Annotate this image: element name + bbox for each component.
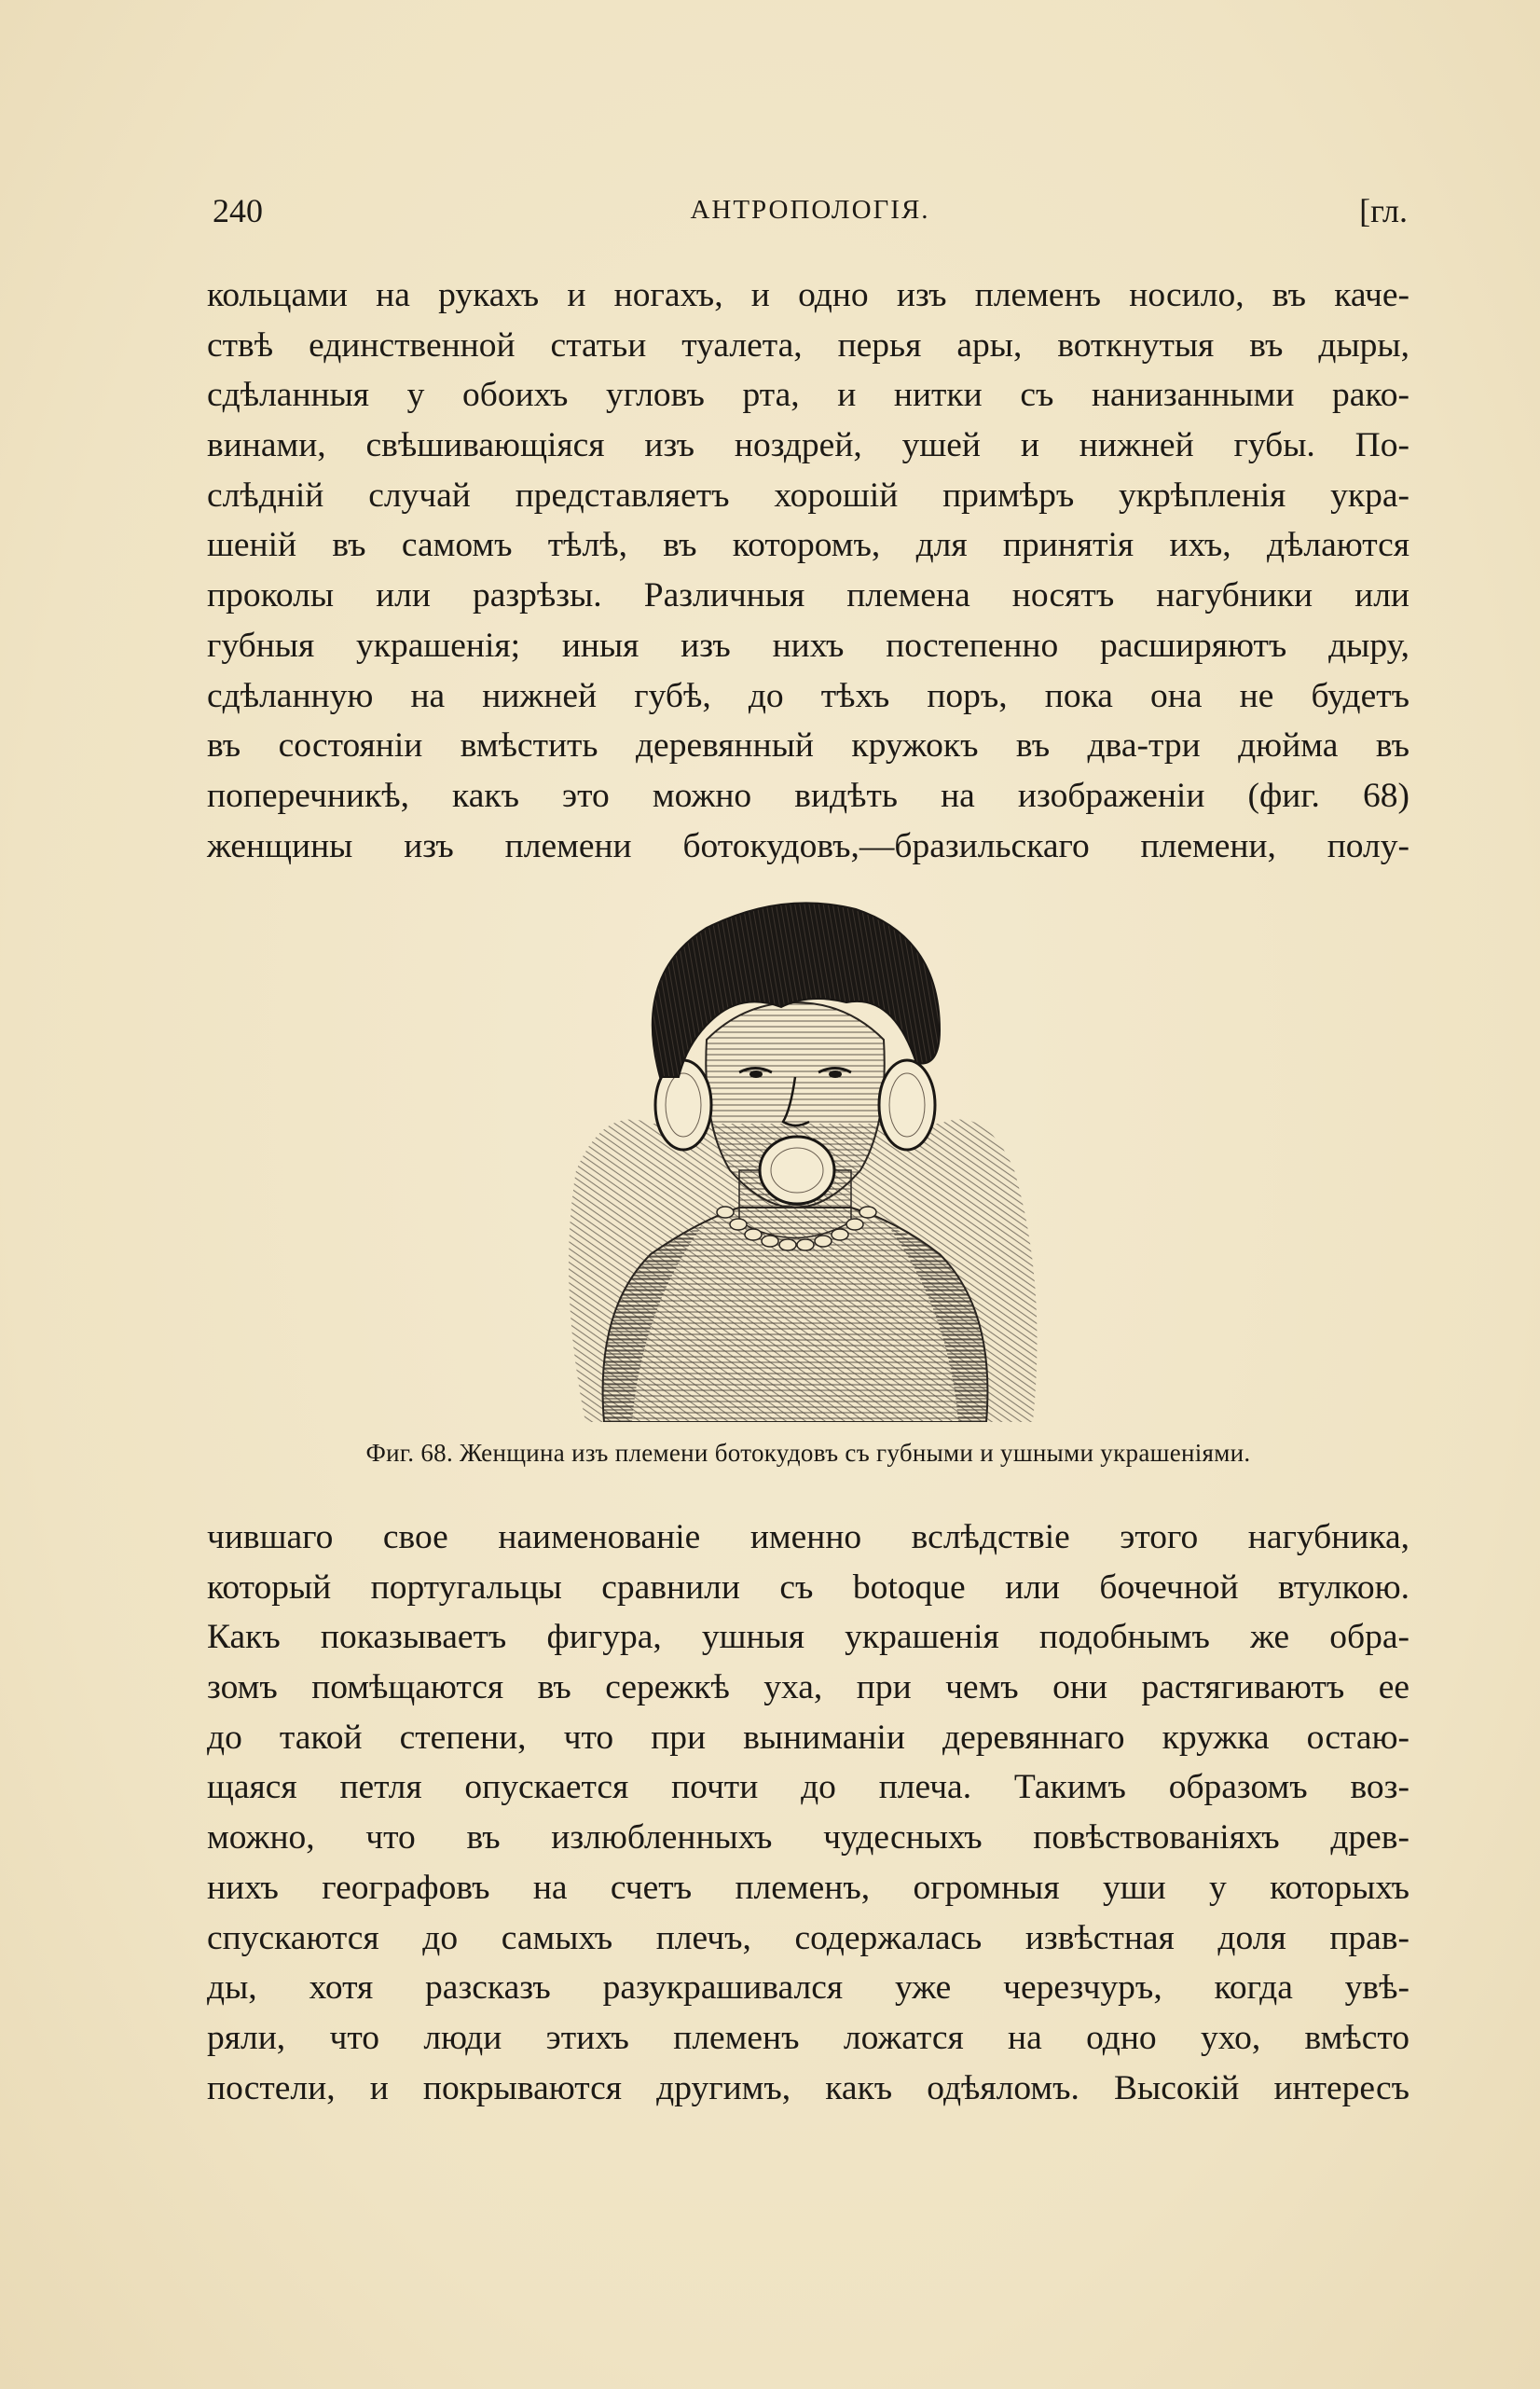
text-line: ды, хотя разсказъ разукрашивался уже черезчуръ, когда увѣ- bbox=[207, 1968, 1409, 2008]
page-number: 240 bbox=[213, 192, 263, 229]
running-title: АНТРОПОЛОГІЯ. bbox=[690, 195, 930, 225]
text-line: можно, что въ излюбленныхъ чудесныхъ повѣствованіяхъ древ- bbox=[207, 1818, 1409, 1857]
text-line: шеній въ самомъ тѣлѣ, въ которомъ, для принятія ихъ, дѣлаются bbox=[207, 526, 1409, 565]
text-line: чившаго свое наименованіе именно вслѣдствіе этого нагубника, bbox=[207, 1518, 1409, 1556]
text-line: постели, и покрываются другимъ, какъ одѣяломъ. Высокій интересъ bbox=[207, 2068, 1409, 2107]
text-line: ствѣ единственной статьи туалета, перья ары, воткнутыя въ дыры, bbox=[207, 325, 1409, 365]
text-line: кольцами на рукахъ и ногахъ, и одно изъ племенъ носило, въ каче- bbox=[207, 276, 1409, 314]
paragraph-bottom bbox=[207, 1512, 1409, 2113]
text-line: слѣднiй случай представляетъ хорошій примѣръ укрѣпленія укра- bbox=[207, 476, 1409, 515]
text-line: сдѣланныя у обоихъ угловъ рта, и нитки съ нанизанными рако- bbox=[207, 376, 1409, 415]
text-line: щаяся петля опускается почти до плеча. Такимъ образомъ воз- bbox=[207, 1768, 1409, 1807]
text-line: Какъ показываетъ фигура, ушныя украшенія подобнымъ же обра- bbox=[207, 1618, 1409, 1657]
text-line: сдѣланную на нижней губѣ, до тѣхъ поръ, пока она не будетъ bbox=[207, 676, 1409, 715]
text-line: проколы или разрѣзы. Различныя племена носятъ нагубники или bbox=[207, 576, 1409, 615]
text-line: зомъ помѣщаются въ сережкѣ уха, при чемъ они растягиваютъ ее bbox=[207, 1668, 1409, 1707]
text-line: ряли, что люди этихъ племенъ ложатся на одно ухо, вмѣсто bbox=[207, 2018, 1409, 2057]
text-line: губныя украшенія; иныя изъ нихъ постепенно расширяютъ дыру, bbox=[207, 626, 1409, 665]
paragraph-top bbox=[207, 270, 1409, 871]
page-header bbox=[213, 191, 1408, 238]
chapter-mark: [гл. bbox=[1359, 192, 1408, 229]
text-line: который португальцы сравнили съ botoque или бочечной втулкою. bbox=[207, 1567, 1409, 1607]
text-line: нихъ географовъ на счетъ племенъ, огромныя уши у которыхъ bbox=[207, 1868, 1409, 1907]
text-line: женщины изъ племени ботокудовъ,—бразильскаго племени, полу- bbox=[207, 826, 1409, 865]
figure-68-engraving bbox=[539, 891, 1052, 1422]
text-line: въ состояніи вмѣстить деревянный кружокъ въ два-три дюйма въ bbox=[207, 726, 1409, 766]
text-line: поперечникѣ, какъ это можно видѣть на изображеніи (фиг. 68) bbox=[207, 776, 1409, 815]
text-line: спускаются до самыхъ плечъ, содержалась извѣстная доля прав- bbox=[207, 1918, 1409, 1957]
text-line: до такой степени, что при выниманіи деревяннаго кружка остаю- bbox=[207, 1718, 1409, 1757]
figure-caption: Фиг. 68. Женщина изъ племени ботокудовъ съ губными и ушными украшеніями. bbox=[365, 1439, 1251, 1467]
text-line: винами, свѣшивающіяся изъ ноздрей, ушей и нижней губы. По- bbox=[207, 426, 1409, 465]
